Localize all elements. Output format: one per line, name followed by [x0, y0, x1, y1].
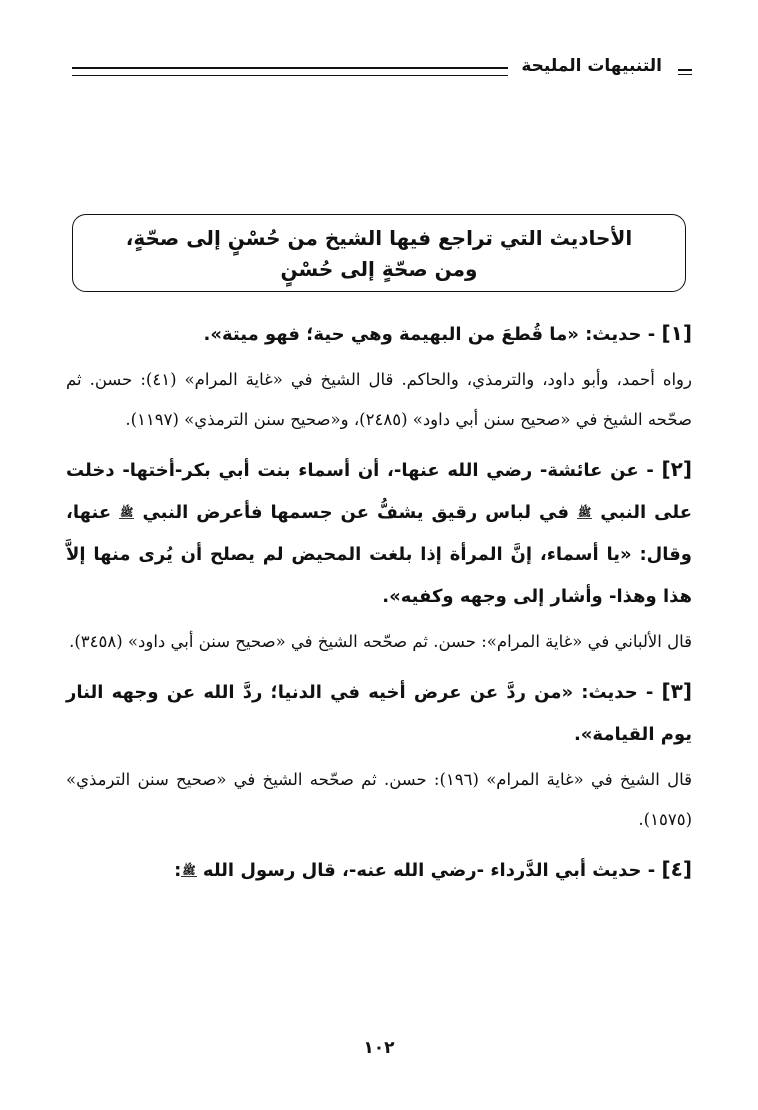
hadith-text: عنها، وقال: «يا أسماء، إنَّ المرأة إذا بلغت المحيض لم يصلح أن يُرى منها إلاَّ هذا وهذا- وأشار إلى وجهه وكفيه». — [66, 502, 692, 607]
section-heading-line-2: ومن صحّةٍ إلى حُسْنٍ — [280, 257, 478, 281]
hadith-note-3: قال الشيخ في «غاية المرام» (١٩٦): حسن. ثم صحّحه الشيخ في «صحيح سنن الترمذي» (١٥٧٥). — [66, 770, 692, 829]
hadith-entry-3 — [66, 670, 692, 756]
section-heading-box — [72, 214, 686, 292]
page-content — [66, 312, 692, 892]
hadith-number: [٤] — [661, 857, 692, 881]
running-header — [72, 50, 692, 90]
hadith-text: - حديث: «ما قُطعَ من البهيمة وهي حية؛ فهو ميتة». — [203, 324, 662, 345]
honorific-ligature: ﷺ — [578, 506, 592, 519]
page-number: ١٠٢ — [363, 1038, 395, 1058]
running-header-title: التنبيهات المليحة — [521, 56, 662, 76]
hadith-entry-4 — [66, 848, 692, 892]
hadith-note-2: قال الألباني في «غاية المرام»: حسن. ثم صحّحه الشيخ في «صحيح سنن أبي داود» (٣٤٥٨). — [69, 632, 692, 651]
hadith-number: [١] — [661, 321, 692, 345]
hadith-entry-2 — [66, 448, 692, 618]
section-heading-line-1: الأحاديث التي تراجع فيها الشيخ من حُسْنٍ إلى صحّةٍ، — [125, 226, 633, 250]
header-rule — [72, 67, 508, 76]
hadith-number: [٢] — [661, 457, 692, 481]
hadith-text: - حديث: «من ردَّ عن عرض أخيه في الدنيا؛ ردَّ الله عن وجهه النار يوم القيامة». — [66, 682, 692, 745]
hadith-text: : — [174, 860, 182, 881]
hadith-note-1: رواه أحمد، وأبو داود، والترمذي، والحاكم. قال الشيخ في «غاية المرام» (٤١): حسن. ثم صحّحه الشيخ في «صحيح سنن أبي داود» (٢٤٨٥)، و«صحيح سنن الترمذي» (١١٩٧). — [66, 370, 692, 429]
header-dash — [678, 69, 692, 75]
honorific-ligature: ﷺ — [120, 506, 134, 519]
hadith-text: - حديث أبي الدَّرداء -رضي الله عنه-، قال رسول الله — [196, 860, 662, 881]
hadith-number: [٣] — [661, 679, 692, 703]
honorific-ligature: ﷺ — [182, 864, 196, 877]
hadith-text: - عن عائشة- رضي الله عنها-، أن أسماء بنت أبي بكر-أختها- دخلت على النبي — [66, 460, 692, 523]
hadith-entry-1 — [66, 312, 692, 356]
hadith-text: في لباس رقيق يشفُّ عن جسمها فأعرض النبي — [134, 502, 577, 523]
